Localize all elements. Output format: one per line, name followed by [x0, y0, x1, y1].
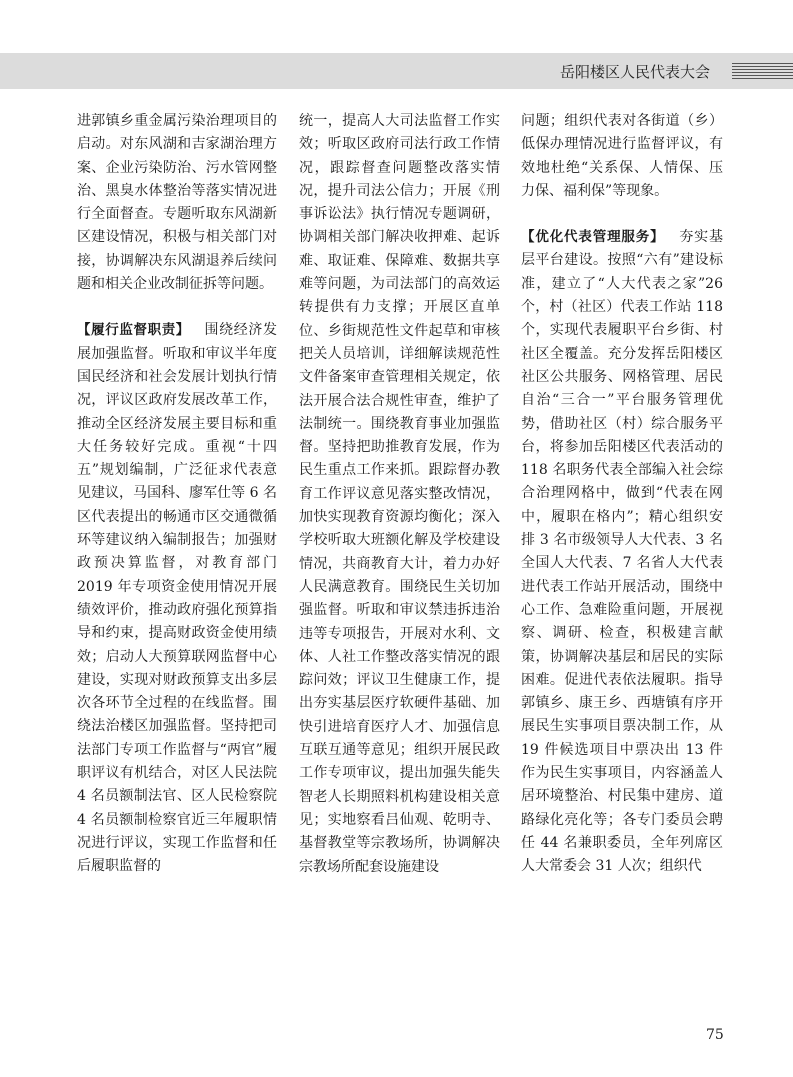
paragraph: [521, 226, 723, 878]
text-column-2: [299, 110, 500, 879]
paragraph: 问题；组织代表对各街道（乡）低保办理情况进行监督评议，有效地杜绝“关系保、人情保、压力保、福利保”等现象。: [521, 113, 723, 199]
paragraph: 统一，提高人大司法监督工作实效；听取区政府司法行政工作情况，跟踪督查问题整改落实情况，提升司法公信力；开展《刑事诉讼法》执行情况专题调研，协调相关部门解决收押难、起诉难、取证难、保障难、数据共享难等问题，为司法部门的高效运转提供有力支撑；开展区直单位、乡街规范性文件起草和审核把关人员培训，详细解读规范性文件备案审查管理相关规定，依法开展合法合规性审查，维护了法制统一。围绕教育事业加强监督。坚持把助推教育发展，作为民生重点工作来抓。跟踪督办教育工作评议意见落实整改情况，加快实现教育资源均衡化；深入学校听取大班额化解及学校建设情况，共商教育大计，着力办好人民满意教育。围绕民生关切加强监督。听取和审议禁违拆违治违等专项报告，开展对水利、文体、人社工作整改落实情况的跟踪问效；评议卫生健康工作，提出夯实基层医疗软硬件基础、加快引进培育医疗人才、加强信息互联互通等意见；组织开展民政工作专项审议，提出加强失能失智老人长期照料机构建设相关意见；实地察看吕仙观、乾明寺、基督教堂等宗教场所，协调解决宗教场所配套设施建设: [299, 113, 500, 875]
running-header-title: 岳阳楼区人民代表大会: [560, 63, 711, 81]
text-column-1: [77, 110, 277, 879]
text-column-3: [521, 110, 723, 879]
paragraph-text: 夯实基层平台建设。按照“六有”建设标准，建立了“人大代表之家”26 个，村（社区）代表工作站 118 个，实现代表履职平台乡街、村社区全覆盖。充分发挥岳阳楼区社区公共服务、网格管理、居民自治“三合一”平台服务管理优势，借助社区（村）综合服务平台，将参加岳阳楼区代表活动的 118 名职务代表全部编入社会综合治理网格中，做到“代表在网中，履职在格内”；精心组织安排 3 名市级领导人大代表、3 名全国人大代表、7 名省人大代表进代表工作站开展活动，围绕中心工作、急难险重问题，开展视察、调研、检查，积极建言献策，协调解决基层和居民的实际困难。促进代表依法履职。指导郭镇乡、康王乡、西塘镇有序开展民生实事项目票决制工作，从 19 件候选项目中票决出 13 件作为民生实事项目，内容涵盖人居环境整治、村民集中建房、道路绿化亮化等；各专门委员会聘任 44 名兼职委员，全年列席区人大常委会 31 人次；组织代: [521, 229, 724, 875]
page-number: 75: [706, 1027, 724, 1043]
section-heading: 【优化代表管理服务】: [521, 229, 665, 246]
header-rule-decoration: [732, 63, 793, 79]
section-heading: 【履行监督职责】: [77, 322, 190, 339]
paragraph: 进郭镇乡重金属污染治理项目的启动。对东风湖和吉家湖治理方案、企业污染防治、污水管网整治、黑臭水体整治等落实情况进行全面督查。专题听取东风湖新区建设情况，积极与相关部门对接，协调解决东风湖退养后续问题和相关企业改制征拆等问题。: [77, 113, 277, 293]
paragraph-text: 围绕经济发展加强监督。听取和审议半年度国民经济和社会发展计划执行情况，评议区政府发展改革工作，推动全区经济发展主要目标和重大任务较好完成。重视“十四五”规划编制，广泛征求代表意见建议，马国科、廖军仕等 6 名区代表提出的畅通市区交通微循环等建议纳入编制报告；加强财政预决算监督，对教育部门 2019 年专项资金使用情况开展绩效评价，推动政府强化预算指导和约束，提高财政资金使用绩效；启动人大预算联网监督中心建设，实现对财政预算支出多层次各环节全过程的在线监督。围绕法治楼区加强监督。坚持把司法部门专项工作监督与“两官”履职评议有机结合，对区人民法院 4 名员额制法官、区人民检察院 4 名员额制检察官近三年履职情况进行评议，实现工作监督和任后履职监督的: [77, 322, 278, 875]
paragraph: [77, 319, 277, 878]
